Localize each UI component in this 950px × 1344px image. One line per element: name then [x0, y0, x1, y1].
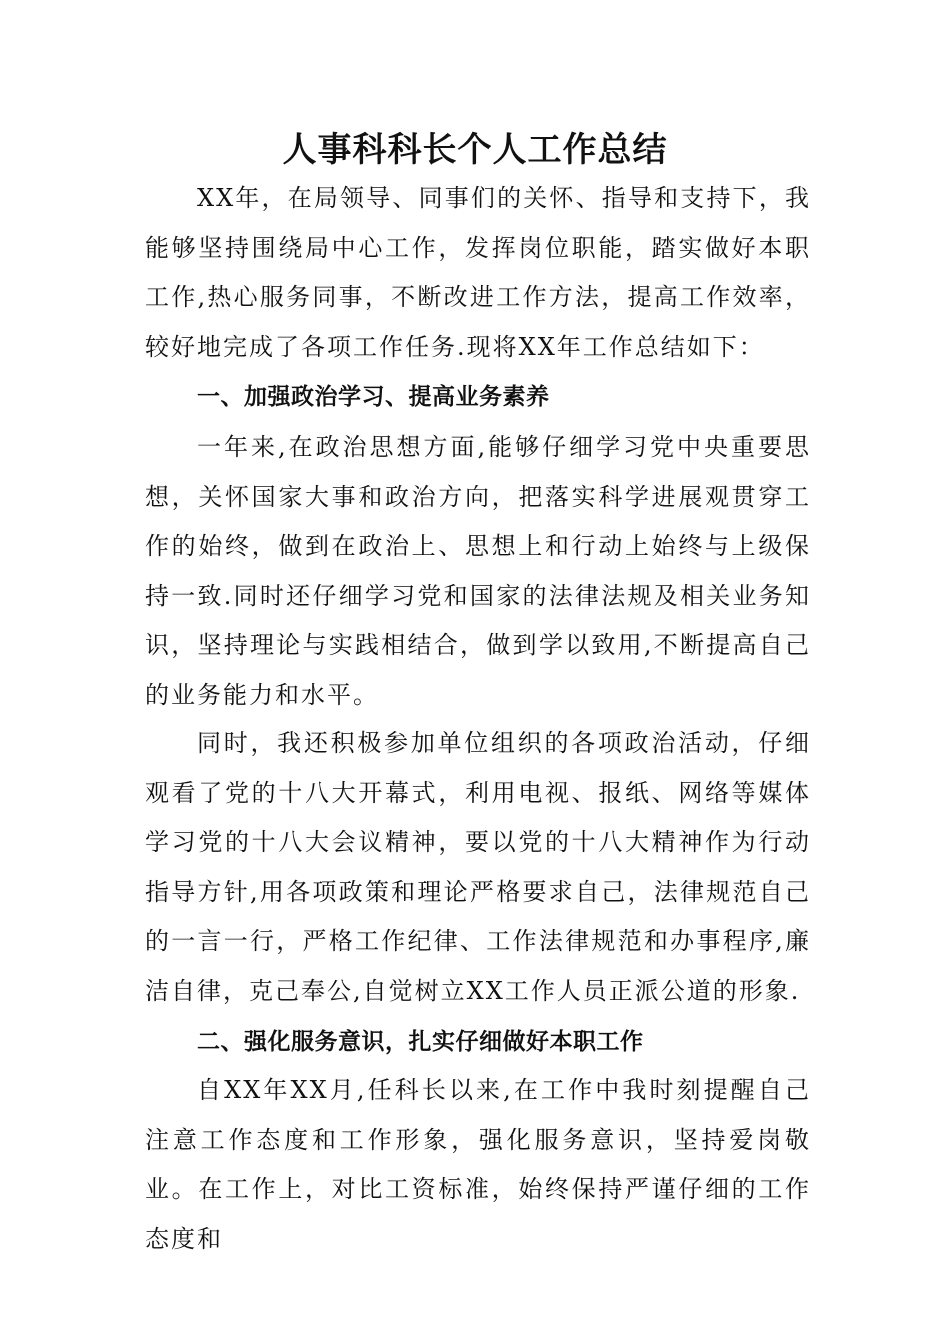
section-heading-2: 二、强化服务意识，扎实仔细做好本职工作	[197, 1029, 644, 1055]
paragraph-political-study: 一年来,在政治思想方面,能够仔细学习党中央重要思想，关怀国家大事和政治方向，把落实科学进展观贯穿工作的始终，做到在政治上、思想上和行动上始终与上级保持一致.同时还仔细学习党和国家的法律法规及相关业务知识，坚持理论与实践相结合，做到学以致用,不断提高自己的业务能力和水平。	[145, 433, 811, 709]
paragraph-service-awareness: 自XX年XX月,任科长以来,在工作中我时刻提醒自己注意工作态度和工作形象，强化服务意识，坚持爱岗敬业。在工作上，对比工资标准，始终保持严谨仔细的工作态度和	[145, 1076, 811, 1253]
document-title: 人事科科长个人工作总结	[282, 130, 668, 170]
section-heading-1: 一、加强政治学习、提高业务素养	[197, 384, 550, 410]
paragraph-intro: XX年，在局领导、同事们的关怀、指导和支持下，我能够坚持围绕局中心工作，发挥岗位职能，踏实做好本职工作,热心服务同事，不断改进工作方法，提高工作效率，较好地完成了各项工作任务.现将XX年工作总结如下：	[145, 184, 811, 361]
paragraph-political-activities: 同时，我还积极参加单位组织的各项政治活动，仔细观看了党的十八大开幕式，利用电视、报纸、网络等媒体学习党的十八大会议精神，要以党的十八大精神作为行动指导方针,用各项政策和理论严格要求自己，法律规范自己的一言一行，严格工作纪律、工作法律规范和办事程序,廉洁自律，克己奉公,自觉树立XX工作人员正派公道的形象.	[145, 729, 811, 1005]
